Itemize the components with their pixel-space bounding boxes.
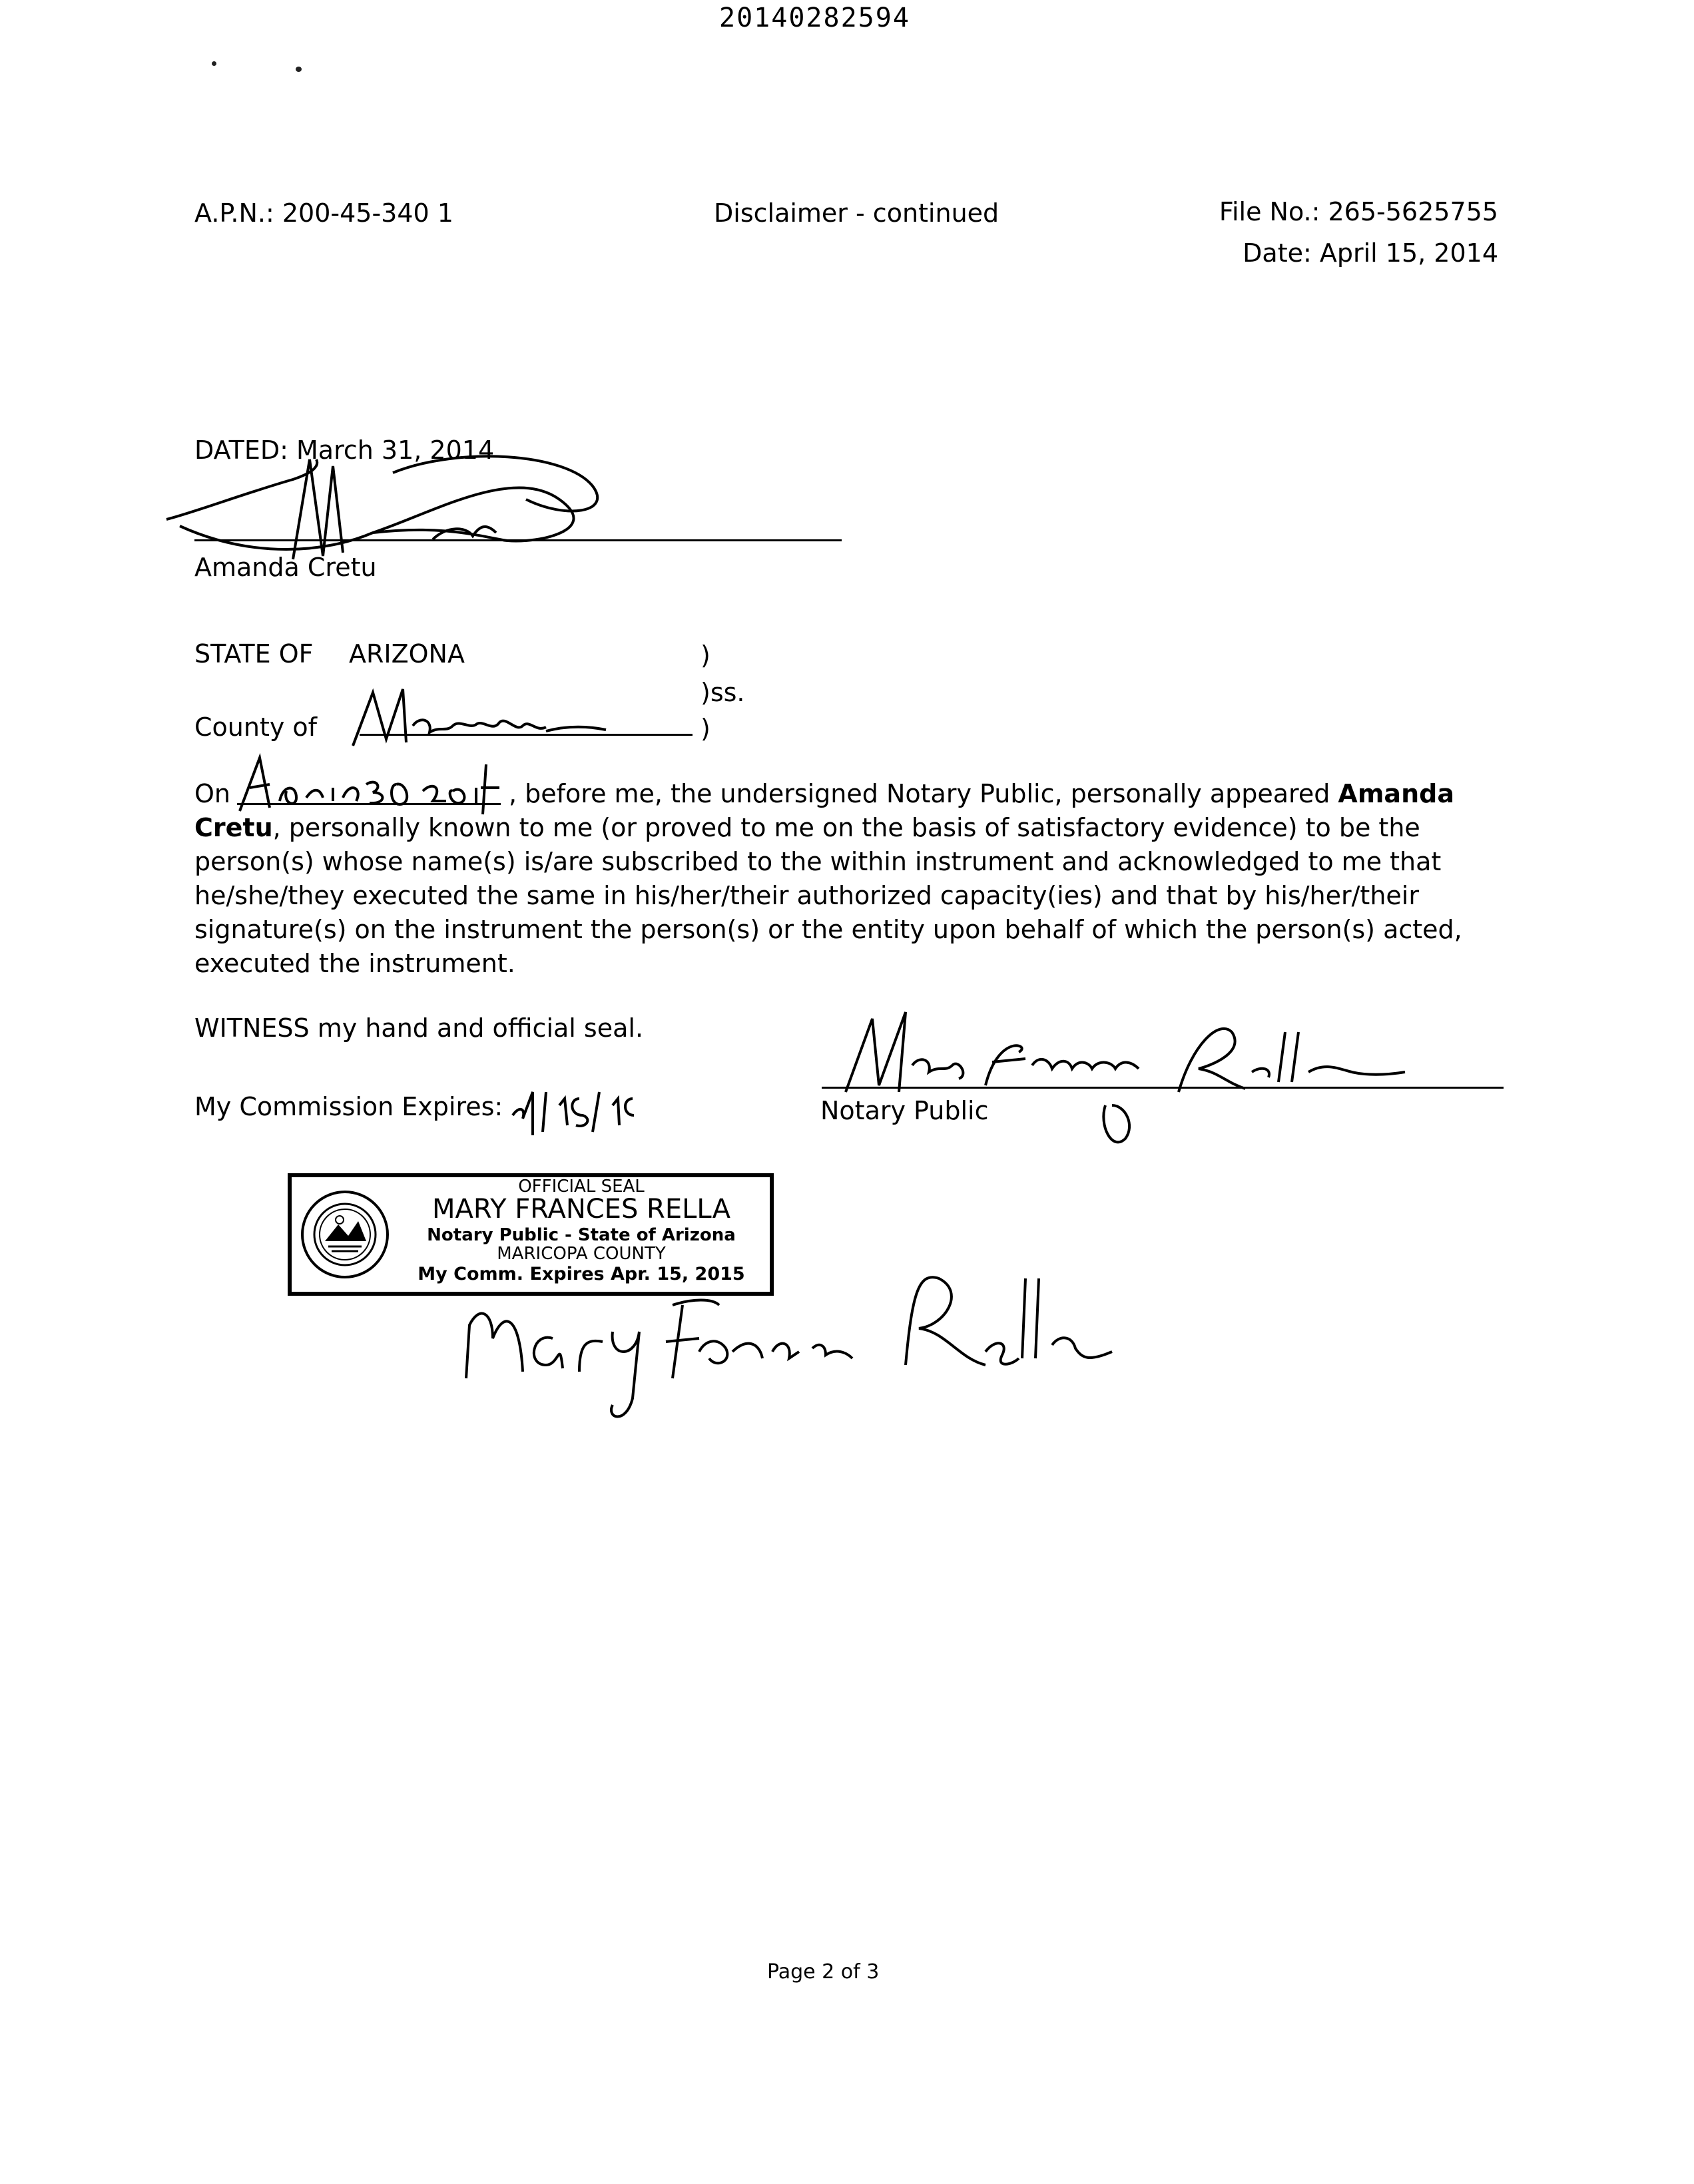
handwritten-commission-date xyxy=(506,1079,639,1139)
arizona-state-seal-emblem xyxy=(298,1188,392,1281)
dated-line: DATED: March 31, 2014 xyxy=(194,435,495,465)
seal-line-notary-name: MARY FRANCES RELLA xyxy=(432,1194,730,1225)
state-value: ARIZONA xyxy=(349,639,465,669)
handwritten-printed-name-mary-frances-rella xyxy=(453,1252,1119,1425)
notary-public-label: Notary Public xyxy=(820,1096,989,1125)
page-number: Page 2 of 3 xyxy=(767,1960,880,1984)
on-label: On xyxy=(194,779,230,808)
document-section-title: Disclaimer - continued xyxy=(714,198,999,228)
seal-line-official-seal: OFFICIAL SEAL xyxy=(518,1177,645,1197)
county-label: County of xyxy=(194,712,318,742)
signatory-name: Amanda Cretu xyxy=(194,553,377,582)
file-number: File No.: 265-5625755 xyxy=(1219,197,1498,226)
acknowledgment-text-after: , personally known to me (or proved to me on the basis of satisfactory evidence) to be the person(s) whose name(s) is/are subscribed to the within instrument and acknowledged to me that he/she/they executed the same in his/her/their authorized capacity(ies) and that by his/her/their signature(s) on the instrument the person(s) or the entity upon behalf of which the person(s) acted, executed the instrument. xyxy=(194,813,1462,978)
handwritten-county-maricopa xyxy=(346,679,613,752)
apn-label: A.P.N.: 200-45-340 1 xyxy=(194,198,453,228)
venue-ss: )ss. xyxy=(701,678,745,707)
document-date: Date: April 15, 2014 xyxy=(1243,238,1498,268)
commission-expires-label: My Commission Expires: xyxy=(194,1092,503,1121)
acknowledgment-text-before: , before me, the undersigned Notary Public, personally appeared xyxy=(509,779,1338,808)
state-label: STATE OF xyxy=(194,639,314,669)
seal-line-county: MARICOPA COUNTY xyxy=(497,1244,666,1264)
recording-number: 20140282594 xyxy=(719,3,910,33)
signer-name-bold-1: Amanda xyxy=(1338,779,1454,808)
venue-paren-top: ) xyxy=(701,641,710,670)
scan-speck xyxy=(296,67,302,72)
venue-paren-bottom: ) xyxy=(701,714,710,743)
scan-speck xyxy=(212,61,216,66)
signer-name-bold-2: Cretu xyxy=(194,813,273,842)
acknowledgment-paragraph xyxy=(194,777,1500,981)
signature-mary-frances-rella xyxy=(819,992,1418,1165)
witness-statement: WITNESS my hand and official seal. xyxy=(194,1013,644,1043)
seal-line-expiration: My Comm. Expires Apr. 15, 2015 xyxy=(418,1264,745,1284)
seal-line-state: Notary Public - State of Arizona xyxy=(427,1225,736,1245)
